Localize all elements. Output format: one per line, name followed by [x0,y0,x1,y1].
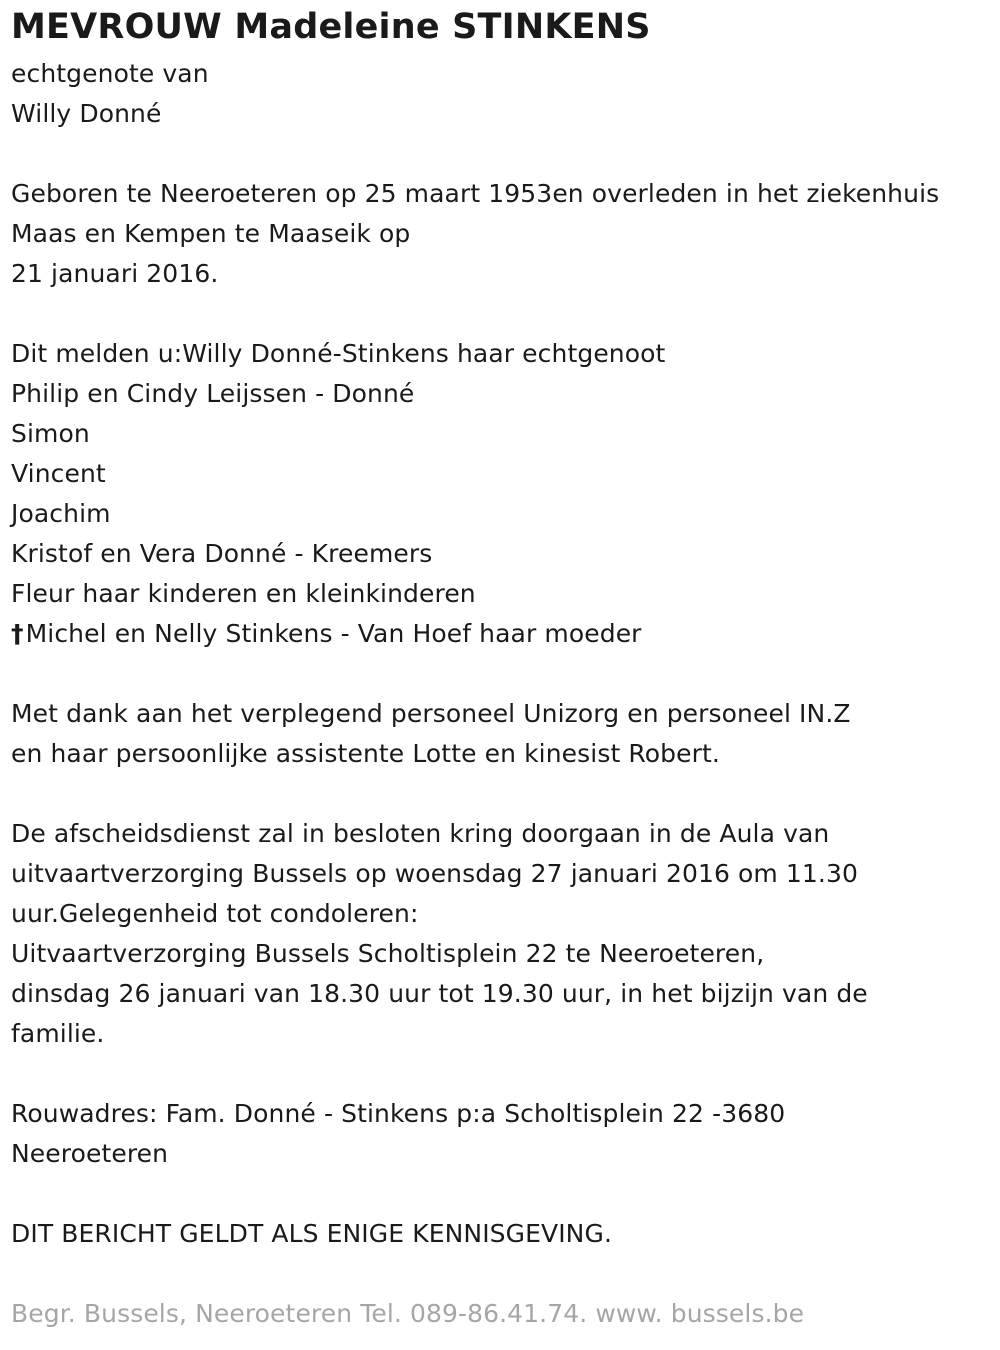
family-line: Simon [11,419,90,448]
obituary-notice [11,0,996,1334]
birth-death-line: Maas en Kempen te Maaseik op [11,219,411,248]
notice-statement: DIT BERICHT GELDT ALS ENIGE KENNISGEVING. [11,1219,612,1248]
spacer [11,654,996,694]
spacer [11,1254,996,1294]
deceased-family-text: Michel en Nelly Stinkens - Van Hoef haar moeder [25,619,642,648]
spouse-label: echtgenote van [11,59,209,88]
funeral-home-footer: Begr. Bussels, Neeroeteren Tel. 089-86.41.74. www. bussels.be [11,1299,805,1328]
ceremony-line: uur.Gelegenheid tot condoleren: [11,899,419,928]
family-line: Kristof en Vera Donné - Kreemers [11,539,433,568]
address-paragraph [11,1094,996,1174]
thanks-line: Met dank aan het verplegend personeel Unizorg en personeel IN.Z [11,699,851,728]
ceremony-paragraph [11,814,996,1054]
thanks-paragraph [11,694,996,774]
spacer [11,774,996,814]
family-line: Vincent [11,459,106,488]
ceremony-line: familie. [11,1019,105,1048]
spouse-name: Willy Donné [11,99,162,128]
ceremony-line: De afscheidsdienst zal in besloten kring doorgaan in de Aula van [11,819,830,848]
family-line: Joachim [11,499,111,528]
ceremony-line: uitvaartverzorging Bussels op woensdag 27 januari 2016 om 11.30 [11,859,858,888]
family-paragraph [11,334,996,654]
deceased-family-line [11,614,996,654]
spacer [11,134,996,174]
cross-icon: † [11,619,24,648]
deceased-name-title: MEVROUW Madeleine STINKENS [11,7,651,47]
address-line: Neeroeteren [11,1139,169,1168]
family-line: Dit melden u:Willy Donné-Stinkens haar echtgenoot [11,339,666,368]
birth-death-line: Geboren te Neeroeteren op 25 maart 1953en overleden in het ziekenhuis [11,179,940,208]
family-line: Fleur haar kinderen en kleinkinderen [11,579,476,608]
ceremony-line: Uitvaartverzorging Bussels Scholtisplein 22 te Neeroeteren, [11,939,765,968]
birth-death-paragraph [11,174,996,294]
spacer [11,294,996,334]
birth-death-line: 21 januari 2016. [11,259,219,288]
spacer [11,1054,996,1094]
thanks-line: en haar persoonlijke assistente Lotte en kinesist Robert. [11,739,720,768]
ceremony-line: dinsdag 26 januari van 18.30 uur tot 19.30 uur, in het bijzijn van de [11,979,868,1008]
spacer [11,1174,996,1214]
family-line: Philip en Cindy Leijssen - Donné [11,379,415,408]
address-line: Rouwadres: Fam. Donné - Stinkens p:a Scholtisplein 22 -3680 [11,1099,786,1128]
